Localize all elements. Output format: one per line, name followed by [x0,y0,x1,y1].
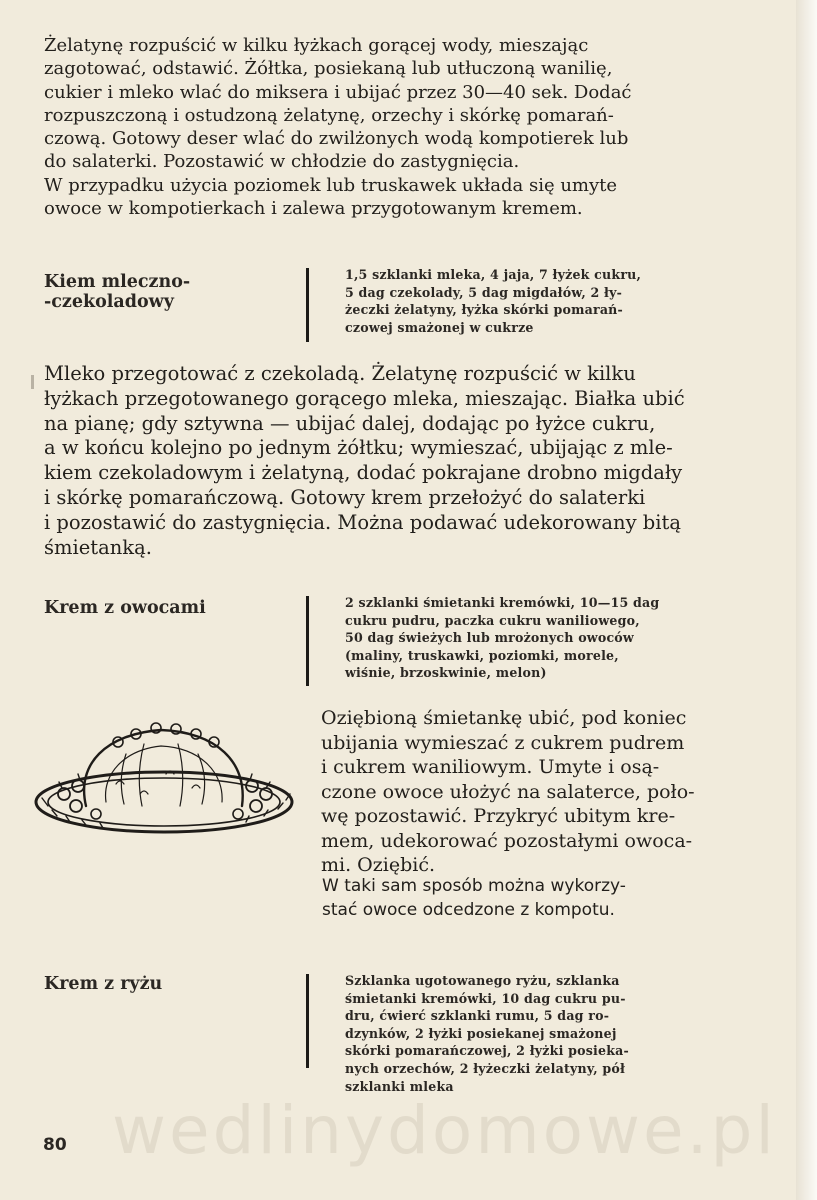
recipe-title-fruit-cream: Krem z owocami [44,598,206,618]
text-line: mem, udekorować pozostałymi owoca- [321,829,693,852]
method-fruit-cream [321,706,741,878]
ingredients-divider [306,974,309,1068]
intro-paragraph [44,34,734,220]
text-line: Żelatynę rozpuścić w kilku łyżkach gorącej wody, mieszając [44,35,589,56]
recipe-title-rice-cream: Krem z ryżu [44,974,163,994]
method-chocolate-cream [44,362,744,560]
ingredients-rice-cream: Szklanka ugotowanego ryżu, szklanka śmietanki kremówki, 10 dag cukru pu- dru, ćwierć szklanki rumu, 5 dag ro- dzynków, 2 łyżki posiekanej smażonej skórki pomarańczowej, 2 łyżki posieka- nych orzechów, 2 łyżeczki żelatyny, pół szklanki mleka [345,973,629,1094]
text-line: wę pozostawić. Przykryć ubitym kre- [321,805,676,827]
ingredients-fruit-cream: 2 szklanki śmietanki kremówki, 10—15 dag cukru pudru, paczka cukru waniliowego, 50 dag świeżych lub mrożonych owoców (maliny, truskawki, poziomki, morele, wiśnie, brzoskwinie, melon) [345,595,660,681]
text-line: a w końcu kolejno po jednym żółtku; wymieszać, ubijając z mle- [44,436,673,460]
note-fruit-cream [322,874,742,922]
text-line: śmietanką. [44,535,152,559]
print-mark [31,375,34,389]
text-line: stać owoce odcedzone z kompotu. [322,900,615,920]
text-line: i cukrem waniliowym. Umyte i osą- [321,756,660,778]
watermark: wedlinydomowe.pl [112,1092,777,1169]
page-number: 80 [43,1135,67,1155]
text-line: i pozostawić do zastygnięcia. Można podawać udekorowany bitą [44,510,681,534]
ingredients-divider [306,268,309,342]
recipe-title-chocolate-cream: Kiem mleczno- -czekoladowy [44,272,191,312]
text-line: rozpuszczoną i ostudzoną żelatynę, orzechy i skórkę pomarań- [44,104,614,126]
fruit-bowl-illustration [16,714,306,844]
text-line: Mleko przegotować z czekoladą. Żelatynę rozpuścić w kilku [44,362,636,385]
text-line: ubijania wymieszać z cukrem pudrem [321,731,685,754]
ingredients-chocolate-cream: 1,5 szklanki mleka, 4 jaja, 7 łyżek cukru, 5 dag czekolady, 5 dag migdałów, 2 ły- żeczki żelatyny, łyżka skórki pomarań- czowej smażonej w cukrze [345,267,642,335]
text-line: zagotować, odstawić. Żółtka, posiekaną lub utłuczoną wanilię, [44,58,613,80]
text-line: Oziębioną śmietankę ubić, pod koniec [321,707,687,729]
text-line: i skórkę pomarańczową. Gotowy krem przełożyć do salaterki [44,485,646,509]
text-line: łyżkach przegotowanego gorącego mleka, mieszając. Białka ubić [44,386,685,410]
text-line: cukier i mleko wlać do miksera i ubijać przez 30—40 sek. Dodać [44,81,632,103]
text-line: owoce w kompotierkach i zalewa przygotowanym kremem. [44,198,583,220]
text-line: mi. Oziębić. [321,854,435,876]
ingredients-divider [306,596,309,686]
text-line: kiem czekoladowym i żelatyną, dodać pokrajane drobno migdały [44,461,683,485]
text-line: W przypadku użycia poziomek lub truskawek układa się umyte [44,174,618,196]
page-edge [796,0,817,1200]
text-line: do salaterki. Pozostawić w chłodzie do zastygnięcia. [44,151,520,173]
text-line: na pianę; gdy sztywna — ubijać dalej, dodając po łyżce cukru, [44,411,656,435]
text-line: czone owoce ułożyć na salaterce, poło- [321,780,695,803]
text-line: czową. Gotowy deser wlać do zwilżonych wodą kompotierek lub [44,128,629,150]
text-line: W taki sam sposób można wykorzy- [322,876,626,896]
